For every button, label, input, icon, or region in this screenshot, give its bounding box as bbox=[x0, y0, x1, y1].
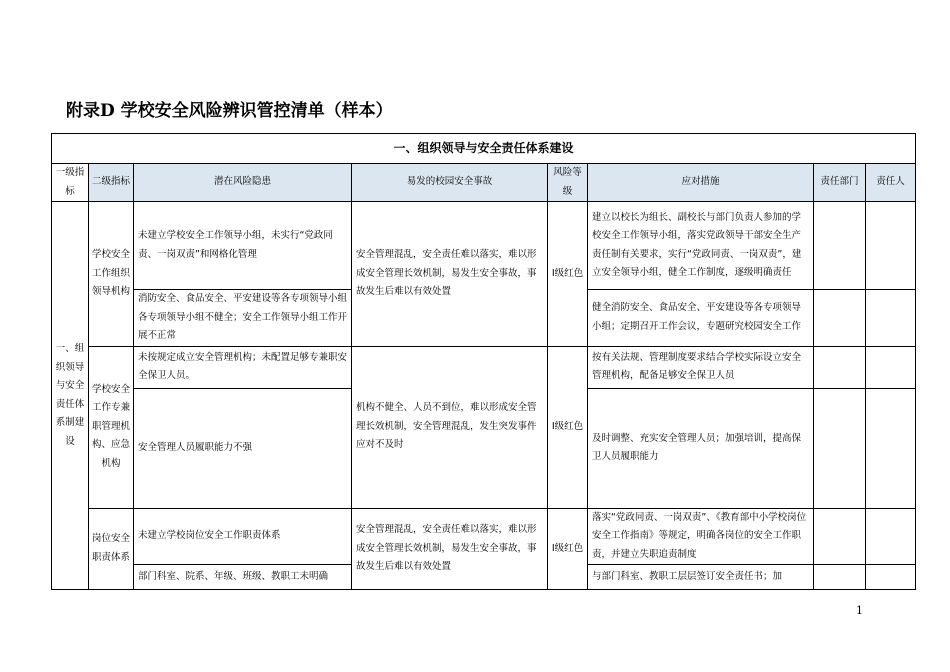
risk-level-cell: Ⅰ级红色 bbox=[548, 508, 588, 590]
person-cell bbox=[866, 508, 916, 565]
dept-cell bbox=[814, 508, 866, 565]
header-hazard: 潜在风险隐患 bbox=[134, 164, 352, 202]
person-cell bbox=[866, 565, 916, 590]
risk-level-cell: Ⅰ级红色 bbox=[548, 346, 588, 508]
accident-cell: 安全管理混乱，安全责任难以落实，难以形成安全管理长效机制，易发生安全事故，事故发生后难以有效处置 bbox=[352, 202, 548, 347]
page-title: 附录D 学校安全风险辨识管控清单（样本） bbox=[66, 101, 393, 121]
header-accident: 易发的校园安全事故 bbox=[352, 164, 548, 202]
header-risk-level: 风险等级 bbox=[548, 164, 588, 202]
risk-control-table bbox=[51, 133, 916, 590]
section-title: 一、组织领导与安全责任体系建设 bbox=[52, 134, 916, 164]
dept-cell bbox=[814, 202, 866, 290]
hazard-cell: 未建立学校安全工作领导小组，未实行“党政同责、一岗双责”和网格化管理 bbox=[134, 202, 352, 290]
person-cell bbox=[866, 346, 916, 388]
level2-indicator: 学校安全工作专兼职管理机构、应急机构 bbox=[89, 346, 134, 508]
measure-cell: 与部门科室、教职工层层签订安全责任书；加 bbox=[588, 565, 814, 590]
measure-cell: 落实“党政同责、一岗双责”、《教育部中小学校岗位安全工作指南》等规定，明确各岗位的安全工作职责，并建立失职追责制度 bbox=[588, 508, 814, 565]
hazard-cell: 部门科室、院系、年级、班级、教职工未明确 bbox=[134, 565, 352, 590]
hazard-cell: 未按规定成立安全管理机构；未配置足够专兼职安全保卫人员。 bbox=[134, 346, 352, 388]
level2-indicator: 学校安全工作组织领导机构 bbox=[89, 202, 134, 347]
risk-level-cell: Ⅰ级红色 bbox=[548, 202, 588, 347]
header-level2: 二级指标 bbox=[89, 164, 134, 202]
hazard-cell: 未建立学校岗位安全工作职责体系 bbox=[134, 508, 352, 565]
accident-cell: 安全管理混乱，安全责任难以落实，难以形成安全管理长效机制，易发生安全事故，事故发生后难以有效处置 bbox=[352, 508, 548, 590]
level1-indicator: 一、组织领导与安全责任体系制建设 bbox=[52, 202, 89, 590]
measure-cell: 健全消防安全、食品安全、平安建设等各专项领导小组；定期召开工作会议，专题研究校园安全工作 bbox=[588, 290, 814, 347]
person-cell bbox=[866, 388, 916, 508]
header-person: 责任人 bbox=[866, 164, 916, 202]
header-level1: 一级指标 bbox=[52, 164, 89, 202]
person-cell bbox=[866, 290, 916, 347]
measure-cell: 按有关法规、管理制度要求结合学校实际设立安全管理机构，配备足够安全保卫人员 bbox=[588, 346, 814, 388]
accident-cell: 机构不健全、人员不到位，难以形成安全管理长效机制，安全管理混乱，发生突发事件应对不及时 bbox=[352, 346, 548, 508]
hazard-cell: 安全管理人员履职能力不强 bbox=[134, 388, 352, 508]
measure-cell: 及时调整、充实安全管理人员；加强培训，提高保卫人员履职能力 bbox=[588, 388, 814, 508]
person-cell bbox=[866, 202, 916, 290]
dept-cell bbox=[814, 290, 866, 347]
dept-cell bbox=[814, 346, 866, 388]
measure-cell: 建立以校长为组长、副校长与部门负责人参加的学校安全工作领导小组，落实党政领导干部安全生产责任制有关要求，实行“党政同责、一岗双责”，建立安全领导小组，健全工作制度，逐级明确责任 bbox=[588, 202, 814, 290]
header-measures: 应对措施 bbox=[588, 164, 814, 202]
level2-indicator: 岗位安全职责体系 bbox=[89, 508, 134, 590]
dept-cell bbox=[814, 565, 866, 590]
header-dept: 责任部门 bbox=[814, 164, 866, 202]
dept-cell bbox=[814, 388, 866, 508]
hazard-cell: 消防安全、食品安全、平安建设等各专项领导小组各专项领导小组不健全；安全工作领导小组工作开展不正常 bbox=[134, 290, 352, 347]
page-number: 1 bbox=[856, 604, 863, 617]
